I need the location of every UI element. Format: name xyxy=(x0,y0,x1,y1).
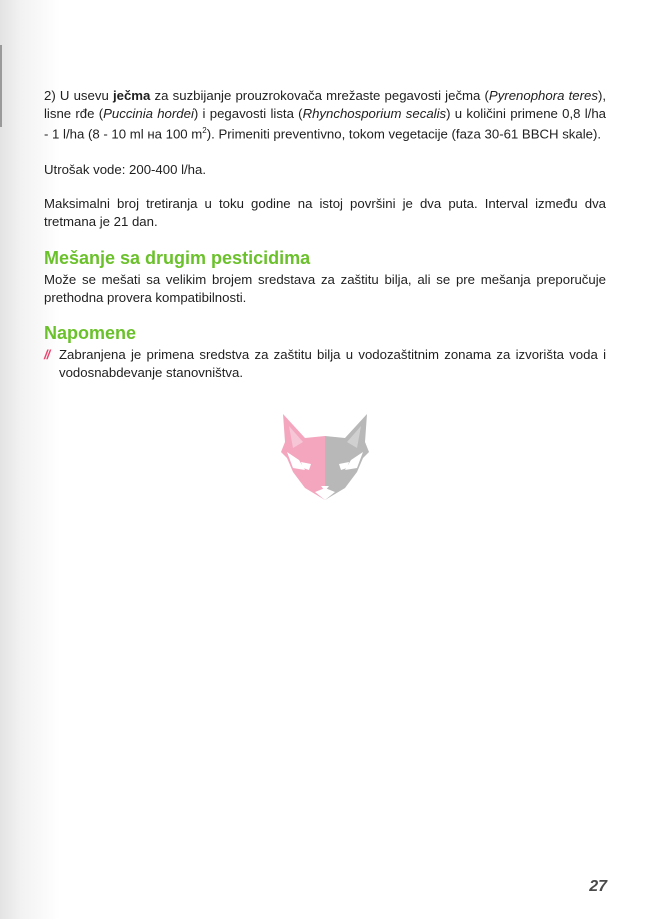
barley-application-paragraph xyxy=(44,87,606,143)
note-item xyxy=(44,346,606,381)
page-content xyxy=(44,87,606,381)
notes-heading: Napomene xyxy=(44,323,137,344)
pathogen-name: Rhynchosporium secalis xyxy=(302,105,447,121)
text-segment: 2) U usevu xyxy=(44,88,113,103)
mixing-paragraph: Može se mešati sa velikim brojem sredstava za zaštitu bilja, ali se pre mešanja preporučuje prethodna provera kompatibilnosti. xyxy=(44,272,606,305)
page-edge-mark xyxy=(0,45,2,127)
max-treatments-paragraph: Maksimalni broj tretiranja u toku godine na istoj površini je dva puta. Interval između dva tretmana je 21 dan. xyxy=(44,196,606,229)
mixing-heading: Mešanje sa drugim pesticidima xyxy=(44,248,311,269)
crop-name-barley: ječma xyxy=(112,88,151,103)
text-segment: za suzbijanje prouzrokovača mrežaste pegavosti ječma ( xyxy=(150,88,489,103)
pathogen-name: Puccinia hordei xyxy=(103,105,194,121)
page-number: 27 xyxy=(589,878,607,895)
text-segment: ). Primeniti preventivno, tokom vegetacije (faza 30-61 BBCH skale). xyxy=(206,126,602,142)
pathogen-name: Pyrenophora teres xyxy=(488,88,598,103)
superscript: 2 xyxy=(202,126,207,135)
fox-left-half xyxy=(281,414,325,500)
fox-logo-icon xyxy=(279,412,371,504)
fox-right-half xyxy=(325,414,369,500)
text-segment: ) u količini primene 0,8 l/ha - 1 l/ha (8 - 10 ml на 100 m xyxy=(44,105,606,142)
text-segment: ), lisne rđe ( xyxy=(44,88,606,121)
note-text: Zabranjena je primena sredstva za zaštitu bilja u vodozaštitnim zonama za izvorišta voda i vodosnabdevanje stanovništva. xyxy=(59,347,606,380)
water-usage-paragraph: Utrošak vode: 200-400 l/ha. xyxy=(44,161,207,177)
note-marker-icon: // xyxy=(44,347,50,363)
text-segment: ) i pegavosti lista ( xyxy=(193,105,303,121)
